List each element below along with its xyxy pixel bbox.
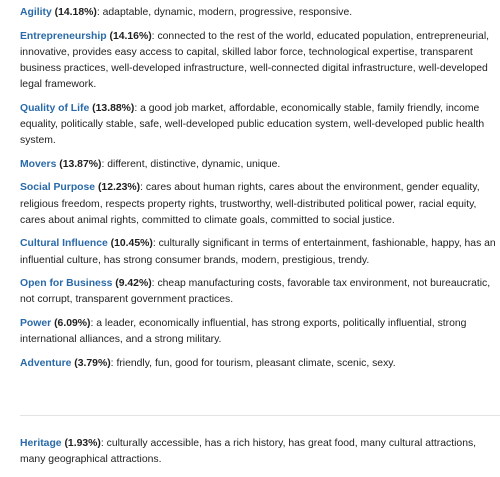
criterion-name: Power <box>20 317 52 329</box>
criterion-percentage: (13.87%) <box>59 158 102 170</box>
criterion-description: : friendly, fun, good for tourism, pleasant climate, scenic, sexy. <box>110 357 396 369</box>
criterion-percentage: (9.42%) <box>115 278 152 290</box>
criterion-name: Cultural Influence <box>20 238 108 250</box>
list-item <box>20 436 496 468</box>
criterion-description: : culturally significant in terms of entertainment, fashionable, happy, has an influential culture, has strong consumer brands, modern, prestigious, trendy. <box>20 238 496 266</box>
criterion-percentage: (12.23%) <box>97 182 141 194</box>
list-item <box>20 356 496 372</box>
criterion-description: : connected to the rest of the world, educated population, entrepreneurial, innovative, provides easy access to capital, skilled labor force, technological expertise, transparent business practices, well-developed infrastructure, well-connected digital infrastructure, well-developed legal framework. <box>20 30 490 91</box>
criterion-description: : cheap manufacturing costs, favorable tax environment, not bureaucratic, not corrupt, transparent government practices. <box>20 278 491 306</box>
criteria-list <box>20 5 496 379</box>
criterion-percentage: (14.18%) <box>54 7 97 18</box>
criterion-name: Adventure <box>20 357 72 369</box>
criterion-percentage: (14.16%) <box>109 30 152 42</box>
list-item <box>20 236 496 268</box>
list-item <box>20 101 496 150</box>
criterion-description: : different, distinctive, dynamic, unique. <box>101 158 281 170</box>
criterion-description: : cares about human rights, cares about the environment, gender equality, religious freedom, respects property rights, trustworthy, well-distributed political power, racial equity, cares about animal rights, committed to climate goals, committed to social justice. <box>20 182 480 226</box>
criterion-name: Movers <box>20 158 57 170</box>
criterion-name: Entrepreneurship <box>20 30 107 42</box>
criterion-description: : culturally accessible, has a rich history, has great food, many cultural attractions, many geographical attractions. <box>20 438 477 466</box>
criterion-percentage: (10.45%) <box>110 238 153 250</box>
list-item <box>20 276 496 308</box>
criterion-name: Heritage <box>20 438 62 449</box>
list-item <box>20 157 496 173</box>
section-divider <box>20 415 500 416</box>
criterion-percentage: (1.93%) <box>64 438 101 449</box>
criterion-description: : adaptable, dynamic, modern, progressive, responsive. <box>96 7 353 18</box>
criterion-percentage: (6.09%) <box>54 317 91 329</box>
criterion-name: Quality of Life <box>20 102 90 114</box>
list-item <box>20 5 496 21</box>
list-item <box>20 29 496 94</box>
criterion-name: Social Purpose <box>20 182 96 194</box>
criterion-description: : a good job market, affordable, economically stable, family friendly, income equality, politically stable, safe, well-developed public education system, well-developed public health system. <box>20 102 485 147</box>
criterion-percentage: (13.88%) <box>92 102 135 114</box>
criterion-name: Agility <box>20 7 52 18</box>
criterion-description: : a leader, economically influential, has strong exports, politically influential, strong international alliances, and a strong military. <box>20 317 467 346</box>
list-item <box>20 180 496 229</box>
criterion-name: Open for Business <box>20 278 113 290</box>
list-item <box>20 316 496 348</box>
criterion-percentage: (3.79%) <box>74 357 111 369</box>
